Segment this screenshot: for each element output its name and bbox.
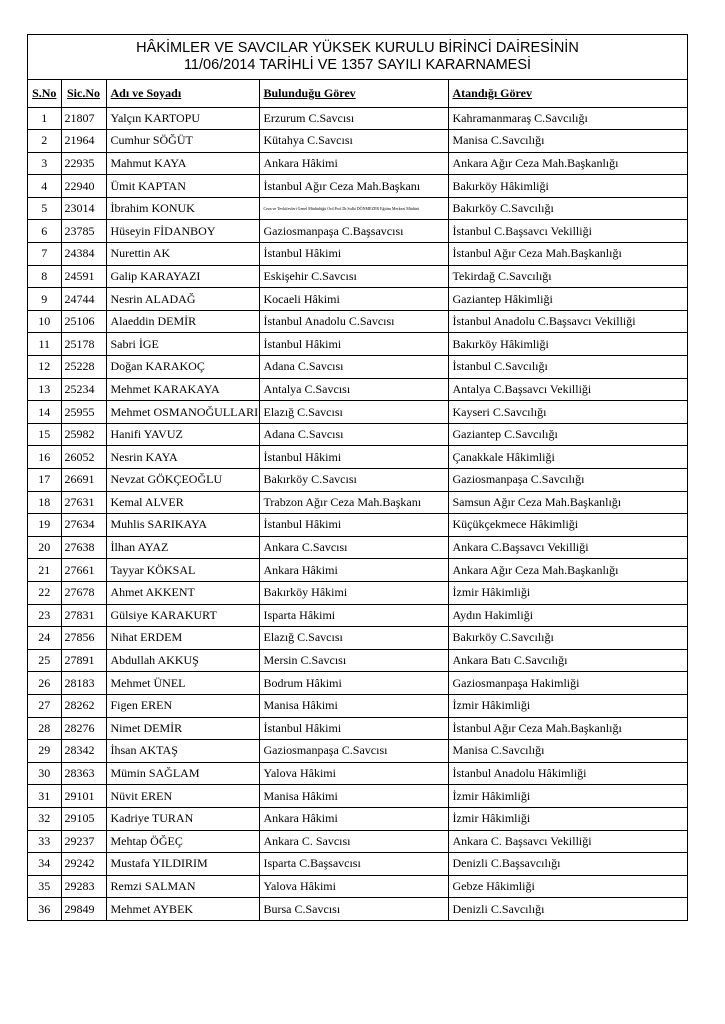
cell-name: Yalçın KARTOPU: [106, 107, 259, 130]
cell-current-post: Ankara Hâkimi: [259, 152, 448, 175]
cell-sno: 18: [28, 491, 61, 514]
cell-name: Figen EREN: [106, 694, 259, 717]
cell-sicno: 21964: [61, 130, 106, 153]
cell-sno: 33: [28, 830, 61, 853]
cell-sicno: 25178: [61, 333, 106, 356]
cell-current-post: İstanbul Hâkimi: [259, 717, 448, 740]
cell-name: Nesrin ALADAĞ: [106, 288, 259, 311]
cell-sicno: 27638: [61, 536, 106, 559]
cell-current-post: Trabzon Ağır Ceza Mah.Başkanı: [259, 491, 448, 514]
cell-current-post: İstanbul Hâkimi: [259, 243, 448, 266]
cell-sno: 24: [28, 627, 61, 650]
cell-assigned-post: İstanbul Anadolu Hâkimliği: [448, 762, 687, 785]
cell-assigned-post: Gebze Hâkimliği: [448, 875, 687, 898]
cell-current-post: Yalova Hâkimi: [259, 875, 448, 898]
cell-assigned-post: Ankara Batı C.Savcılığı: [448, 649, 687, 672]
cell-assigned-post: Gaziantep C.Savcılığı: [448, 423, 687, 446]
cell-assigned-post: Samsun Ağır Ceza Mah.Başkanlığı: [448, 491, 687, 514]
table-row: [28, 672, 687, 695]
cell-assigned-post: İzmir Hâkimliği: [448, 694, 687, 717]
cell-current-post: İstanbul Ağır Ceza Mah.Başkanı: [259, 175, 448, 198]
cell-assigned-post: Çanakkale Hâkimliği: [448, 446, 687, 469]
table-row: [28, 401, 687, 424]
cell-sicno: 29242: [61, 853, 106, 876]
cell-current-post: Gaziosmanpaşa C.Savcısı: [259, 740, 448, 763]
cell-name: Mehmet AYBEK: [106, 898, 259, 921]
cell-current-post: Kocaeli Hâkimi: [259, 288, 448, 311]
cell-name: Ahmet AKKENT: [106, 581, 259, 604]
cell-assigned-post: Denizli C.Savcılığı: [448, 898, 687, 921]
cell-current-post: Isparta C.Başsavcısı: [259, 853, 448, 876]
cell-sicno: 27678: [61, 581, 106, 604]
cell-sicno: 25228: [61, 356, 106, 379]
cell-assigned-post: İstanbul Anadolu C.Başsavcı Vekilliği: [448, 310, 687, 333]
table-row: [28, 604, 687, 627]
cell-sno: 10: [28, 310, 61, 333]
cell-name: Doğan KARAKOÇ: [106, 356, 259, 379]
cell-sno: 1: [28, 107, 61, 130]
cell-sicno: 24384: [61, 243, 106, 266]
cell-name: Nüvit EREN: [106, 785, 259, 808]
cell-name: Kadriye TURAN: [106, 807, 259, 830]
cell-name: Gülsiye KARAKURT: [106, 604, 259, 627]
cell-sicno: 28342: [61, 740, 106, 763]
cell-name: Mehmet OSMANOĞULLARI: [106, 401, 259, 424]
cell-sicno: 22940: [61, 175, 106, 198]
cell-current-post: İstanbul Anadolu C.Savcısı: [259, 310, 448, 333]
cell-sno: 9: [28, 288, 61, 311]
cell-sicno: 28262: [61, 694, 106, 717]
cell-name: Remzi SALMAN: [106, 875, 259, 898]
cell-name: Tayyar KÖKSAL: [106, 559, 259, 582]
cell-sno: 29: [28, 740, 61, 763]
table-row: [28, 469, 687, 492]
cell-sicno: 25234: [61, 378, 106, 401]
cell-sicno: 26691: [61, 469, 106, 492]
header-assigned-post: Atandığı Görev: [448, 80, 687, 107]
cell-assigned-post: İzmir Hâkimliği: [448, 807, 687, 830]
table-row: [28, 310, 687, 333]
cell-assigned-post: Bakırköy Hâkimliği: [448, 175, 687, 198]
cell-assigned-post: Gaziantep Hâkimliği: [448, 288, 687, 311]
appointments-table: [28, 80, 687, 920]
cell-assigned-post: Bakırköy Hâkimliği: [448, 333, 687, 356]
table-row: [28, 762, 687, 785]
cell-name: Nurettin AK: [106, 243, 259, 266]
cell-sno: 25: [28, 649, 61, 672]
table-row: [28, 356, 687, 379]
cell-assigned-post: Antalya C.Başsavcı Vekilliği: [448, 378, 687, 401]
cell-sno: 12: [28, 356, 61, 379]
cell-assigned-post: İzmir Hâkimliği: [448, 581, 687, 604]
cell-sno: 35: [28, 875, 61, 898]
table-row: [28, 581, 687, 604]
cell-sno: 6: [28, 220, 61, 243]
cell-sicno: 28276: [61, 717, 106, 740]
cell-sno: 17: [28, 469, 61, 492]
cell-current-post: Ankara C.Savcısı: [259, 536, 448, 559]
cell-current-post: Gaziosmanpaşa C.Başsavcısı: [259, 220, 448, 243]
cell-current-post: Bakırköy C.Savcısı: [259, 469, 448, 492]
cell-name: Muhlis SARIKAYA: [106, 514, 259, 537]
cell-name: Mehmet KARAKAYA: [106, 378, 259, 401]
cell-name: Nevzat GÖKÇEOĞLU: [106, 469, 259, 492]
cell-sno: 34: [28, 853, 61, 876]
cell-sno: 26: [28, 672, 61, 695]
cell-assigned-post: Aydın Hakimliği: [448, 604, 687, 627]
cell-sno: 15: [28, 423, 61, 446]
table-row: [28, 694, 687, 717]
cell-current-post: İstanbul Hâkimi: [259, 446, 448, 469]
cell-assigned-post: Bakırköy C.Savcılığı: [448, 627, 687, 650]
table-row: [28, 130, 687, 153]
cell-name: Hanifi YAVUZ: [106, 423, 259, 446]
title-line-2: 11/06/2014 TARİHLİ VE 1357 SAYILI KARARNAMESİ: [183, 57, 532, 73]
table-row: [28, 807, 687, 830]
table-row: [28, 627, 687, 650]
cell-name: Mustafa YILDIRIM: [106, 853, 259, 876]
cell-sno: 36: [28, 898, 61, 921]
cell-assigned-post: Tekirdağ C.Savcılığı: [448, 265, 687, 288]
cell-current-post: Isparta Hâkimi: [259, 604, 448, 627]
cell-current-post: Elazığ C.Savcısı: [259, 627, 448, 650]
table-row: [28, 152, 687, 175]
table-row: [28, 243, 687, 266]
cell-sno: 20: [28, 536, 61, 559]
cell-current-post: Bursa C.Savcısı: [259, 898, 448, 921]
cell-sno: 32: [28, 807, 61, 830]
cell-sicno: 25955: [61, 401, 106, 424]
header-current-post: Bulunduğu Görev: [259, 80, 448, 107]
cell-sicno: 27631: [61, 491, 106, 514]
cell-current-post: Bodrum Hâkimi: [259, 672, 448, 695]
cell-sicno: 27661: [61, 559, 106, 582]
cell-name: Nimet DEMİR: [106, 717, 259, 740]
cell-current-post: Manisa Hâkimi: [259, 785, 448, 808]
cell-assigned-post: Küçükçekmece Hâkimliği: [448, 514, 687, 537]
cell-name: Mehmet ÜNEL: [106, 672, 259, 695]
cell-current-post: Elazığ C.Savcısı: [259, 401, 448, 424]
cell-sicno: 29283: [61, 875, 106, 898]
table-row: [28, 875, 687, 898]
cell-assigned-post: İstanbul C.Başsavcı Vekilliği: [448, 220, 687, 243]
cell-sno: 16: [28, 446, 61, 469]
cell-sicno: 23785: [61, 220, 106, 243]
table-row: [28, 740, 687, 763]
cell-sno: 14: [28, 401, 61, 424]
cell-assigned-post: İstanbul Ağır Ceza Mah.Başkanlığı: [448, 717, 687, 740]
cell-sicno: 28183: [61, 672, 106, 695]
cell-name: Nesrin KAYA: [106, 446, 259, 469]
cell-sicno: 29849: [61, 898, 106, 921]
table-row: [28, 559, 687, 582]
cell-sicno: 27831: [61, 604, 106, 627]
cell-sno: 2: [28, 130, 61, 153]
cell-current-post: Adana C.Savcısı: [259, 356, 448, 379]
cell-assigned-post: Ankara Ağır Ceza Mah.Başkanlığı: [448, 559, 687, 582]
cell-sicno: 26052: [61, 446, 106, 469]
table-row: [28, 220, 687, 243]
cell-assigned-post: Bakırköy C.Savcılığı: [448, 197, 687, 220]
cell-sno: 23: [28, 604, 61, 627]
cell-sno: 27: [28, 694, 61, 717]
table-row: [28, 175, 687, 198]
cell-assigned-post: İstanbul C.Savcılığı: [448, 356, 687, 379]
table-row: [28, 536, 687, 559]
cell-sicno: 29105: [61, 807, 106, 830]
cell-sno: 22: [28, 581, 61, 604]
cell-sno: 3: [28, 152, 61, 175]
cell-current-post: Kütahya C.Savcısı: [259, 130, 448, 153]
table-row: [28, 649, 687, 672]
cell-sicno: 28363: [61, 762, 106, 785]
document-title: [28, 35, 687, 80]
cell-current-post: Erzurum C.Savcısı: [259, 107, 448, 130]
table-row: [28, 830, 687, 853]
cell-assigned-post: Manisa C.Savcılığı: [448, 130, 687, 153]
cell-sicno: 29237: [61, 830, 106, 853]
cell-sno: 13: [28, 378, 61, 401]
cell-sno: 8: [28, 265, 61, 288]
table-row: [28, 378, 687, 401]
cell-current-post: Antalya C.Savcısı: [259, 378, 448, 401]
cell-sno: 11: [28, 333, 61, 356]
table-row: [28, 446, 687, 469]
cell-sicno: 27891: [61, 649, 106, 672]
decree-document: [27, 34, 688, 921]
cell-sicno: 25106: [61, 310, 106, 333]
cell-sno: 30: [28, 762, 61, 785]
cell-current-post: Bakırköy Hâkimi: [259, 581, 448, 604]
cell-name: İhsan AKTAŞ: [106, 740, 259, 763]
cell-sno: 21: [28, 559, 61, 582]
cell-current-post: Eskişehir C.Savcısı: [259, 265, 448, 288]
cell-name: İlhan AYAZ: [106, 536, 259, 559]
table-row: [28, 107, 687, 130]
cell-sno: 28: [28, 717, 61, 740]
table-row: [28, 197, 687, 220]
cell-name: Kemal ALVER: [106, 491, 259, 514]
table-row: [28, 898, 687, 921]
header-name: Adı ve Soyadı: [106, 80, 259, 107]
cell-assigned-post: Ankara C.Başsavcı Vekilliği: [448, 536, 687, 559]
cell-sicno: 24591: [61, 265, 106, 288]
cell-assigned-post: Gaziosmanpaşa C.Savcılığı: [448, 469, 687, 492]
cell-current-post: Manisa Hâkimi: [259, 694, 448, 717]
cell-assigned-post: Ankara C. Başsavcı Vekilliği: [448, 830, 687, 853]
cell-name: Mahmut KAYA: [106, 152, 259, 175]
cell-current-post: İstanbul Hâkimi: [259, 514, 448, 537]
cell-name: Nihat ERDEM: [106, 627, 259, 650]
cell-assigned-post: İstanbul Ağır Ceza Mah.Başkanlığı: [448, 243, 687, 266]
cell-assigned-post: Denizli C.Başsavcılığı: [448, 853, 687, 876]
cell-assigned-post: Ankara Ağır Ceza Mah.Başkanlığı: [448, 152, 687, 175]
table-row: [28, 717, 687, 740]
cell-sicno: 22935: [61, 152, 106, 175]
cell-sicno: 27634: [61, 514, 106, 537]
table-row: [28, 514, 687, 537]
cell-name: Cumhur SÖĞÜT: [106, 130, 259, 153]
cell-current-post: Ankara Hâkimi: [259, 559, 448, 582]
cell-sicno: 25982: [61, 423, 106, 446]
table-row: [28, 785, 687, 808]
cell-sicno: 21807: [61, 107, 106, 130]
cell-name: Sabri İGE: [106, 333, 259, 356]
cell-assigned-post: Kahramanmaraş C.Savcılığı: [448, 107, 687, 130]
table-row: [28, 491, 687, 514]
header-sicno: Sic.No: [61, 80, 106, 107]
cell-current-post: Ceza ve Tevkifevleri Genel Müdürlüğü Ord.Prof.Dr.Sulhi DÖNMEZER Eğitim Merkezi Müdürü: [259, 197, 448, 220]
cell-name: Galip KARAYAZI: [106, 265, 259, 288]
table-header-row: [28, 80, 687, 107]
title-line-1: HÂKİMLER VE SAVCILAR YÜKSEK KURULU BİRİNCİ DAİRESİNİN: [136, 40, 579, 56]
cell-sno: 4: [28, 175, 61, 198]
cell-current-post: Mersin C.Savcısı: [259, 649, 448, 672]
cell-current-post: Adana C.Savcısı: [259, 423, 448, 446]
table-body: [28, 107, 687, 920]
cell-name: İbrahim KONUK: [106, 197, 259, 220]
cell-current-post: Yalova Hâkimi: [259, 762, 448, 785]
cell-sicno: 23014: [61, 197, 106, 220]
table-row: [28, 853, 687, 876]
cell-assigned-post: İzmir Hâkimliği: [448, 785, 687, 808]
cell-sno: 31: [28, 785, 61, 808]
cell-name: Alaeddin DEMİR: [106, 310, 259, 333]
table-row: [28, 265, 687, 288]
cell-name: Ümit KAPTAN: [106, 175, 259, 198]
cell-assigned-post: Kayseri C.Savcılığı: [448, 401, 687, 424]
table-row: [28, 288, 687, 311]
cell-sno: 7: [28, 243, 61, 266]
cell-current-post: Ankara Hâkimi: [259, 807, 448, 830]
cell-current-post: İstanbul Hâkimi: [259, 333, 448, 356]
cell-sno: 19: [28, 514, 61, 537]
cell-name: Abdullah AKKUŞ: [106, 649, 259, 672]
cell-name: Hüseyin FİDANBOY: [106, 220, 259, 243]
table-row: [28, 423, 687, 446]
cell-assigned-post: Gaziosmanpaşa Hakimliği: [448, 672, 687, 695]
cell-current-post: Ankara C. Savcısı: [259, 830, 448, 853]
header-sno: S.No: [28, 80, 61, 107]
cell-sicno: 29101: [61, 785, 106, 808]
cell-name: Mümin SAĞLAM: [106, 762, 259, 785]
cell-sicno: 24744: [61, 288, 106, 311]
cell-assigned-post: Manisa C.Savcılığı: [448, 740, 687, 763]
cell-sno: 5: [28, 197, 61, 220]
cell-sicno: 27856: [61, 627, 106, 650]
cell-name: Mehtap ÖĞEÇ: [106, 830, 259, 853]
table-row: [28, 333, 687, 356]
